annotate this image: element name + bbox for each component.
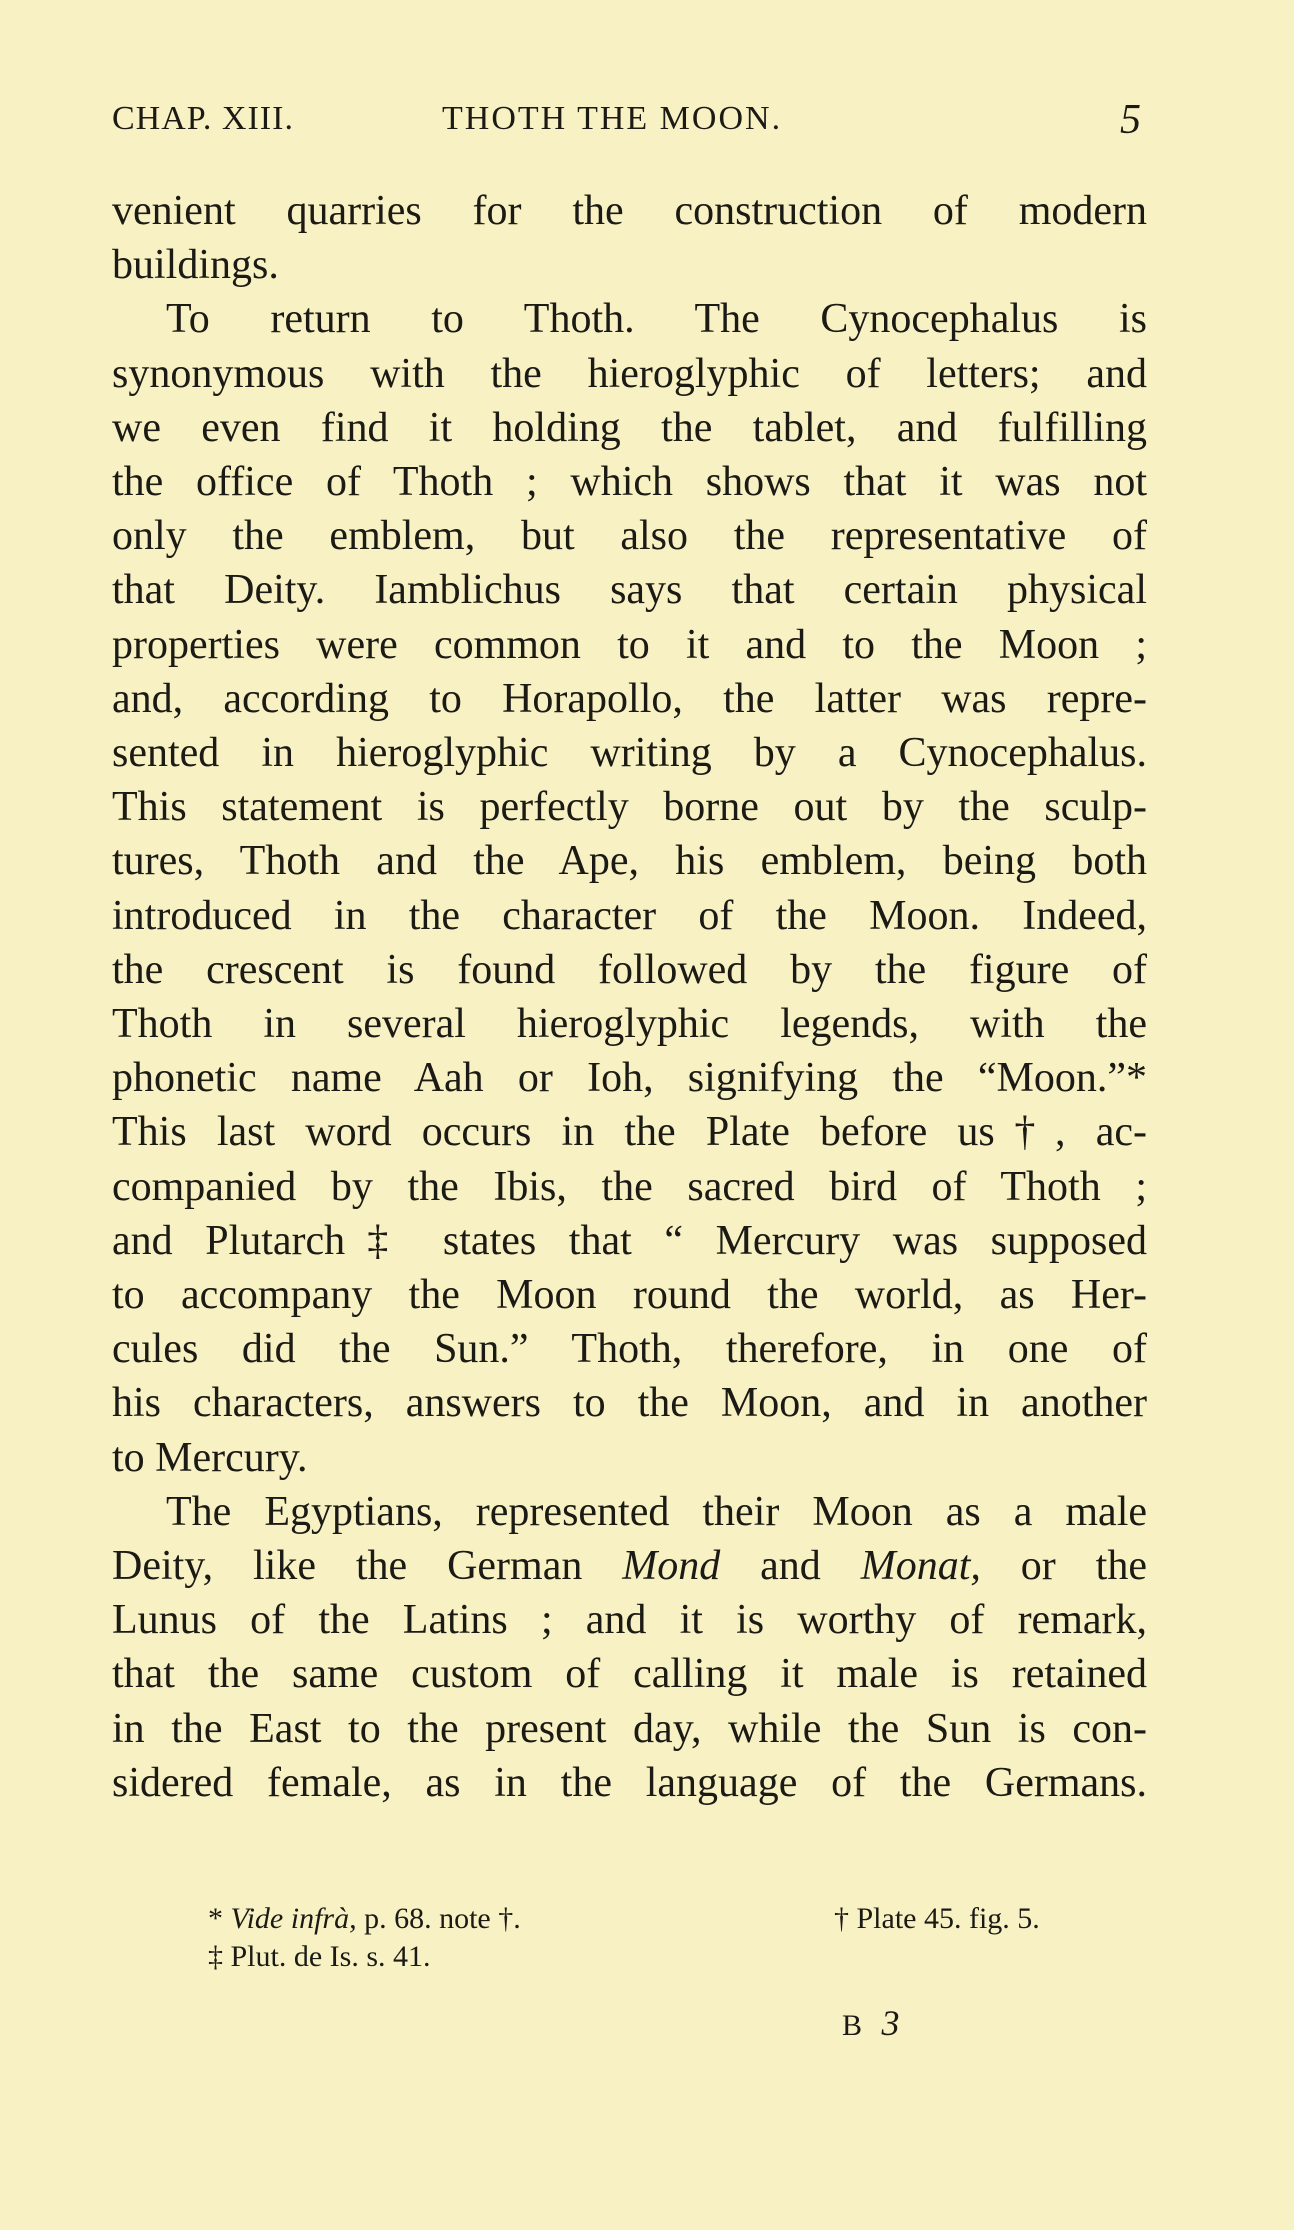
running-header	[112, 97, 1142, 150]
page-number: 5	[1120, 97, 1142, 143]
text-line: in the East to the present day, while the Sun is con-	[112, 1705, 1147, 1752]
italic-word: Monat,	[860, 1543, 981, 1590]
text-line: his characters, answers to the Moon, and in another	[112, 1380, 1147, 1427]
text-line: venient quarries for the construction of modern	[112, 188, 1147, 234]
text-line: sidered female, as in the language of the Germans.	[112, 1759, 1147, 1806]
text-line: to accompany the Moon round the world, as Her-	[112, 1272, 1147, 1319]
text-line: To return to Thoth. The Cynocephalus is	[166, 296, 1147, 343]
text-line: The Egyptians, represented their Moon as a male	[166, 1488, 1147, 1535]
text-line: that Deity. Iamblichus says that certain physical	[112, 567, 1147, 614]
text-line: cules did the Sun.” Thoth, therefore, in one of	[112, 1326, 1147, 1373]
text-line: buildings.	[112, 242, 279, 289]
body-text	[112, 184, 1147, 1810]
text-line: properties were common to it and to the Moon ;	[112, 621, 1147, 668]
text-line: only the emblem, but also the representative of	[112, 513, 1147, 560]
footnote-star-mark: *	[208, 1902, 223, 1935]
text-line: This last word occurs in the Plate before us†, ac-	[112, 1109, 1147, 1156]
text-segment: Deity, like the German	[112, 1543, 623, 1590]
text-line: we even find it holding the tablet, and fulfilling	[112, 404, 1147, 451]
text-line: and, according to Horapollo, the latter was repre-	[112, 675, 1147, 722]
text-line: synonymous with the hieroglyphic of letters; and	[112, 350, 1147, 397]
text-line: tures, Thoth and the Ape, his emblem, being both	[112, 838, 1147, 885]
text-segment: and	[720, 1543, 861, 1590]
text-line: Lunus of the Latins ; and it is worthy of remark,	[112, 1597, 1147, 1644]
footnote-dagger: † Plate 45. fig. 5.	[834, 1902, 1040, 1935]
text-line: the office of Thoth ; which shows that it was not	[112, 459, 1147, 506]
italic-word: Mond	[622, 1543, 721, 1590]
signature-number: 3	[881, 2003, 906, 2043]
text-line: that the same custom of calling it male is retained	[112, 1651, 1147, 1698]
text-line: and Plutarch‡ states that “ Mercury was supposed	[112, 1217, 1147, 1264]
chapter-label: CHAP. XIII.	[112, 100, 294, 137]
text-line: Thoth in several hieroglyphic legends, with the	[112, 1001, 1147, 1048]
text-line: This statement is perfectly borne out by the sculp-	[112, 784, 1147, 831]
text-line: phonetic name Aah or Ioh, signifying the “Moon.”*	[112, 1055, 1147, 1102]
printer-signature	[842, 2002, 906, 2044]
text-line	[112, 1539, 1147, 1593]
footnote-row-2	[112, 1938, 1147, 1976]
text-segment: or the	[980, 1543, 1147, 1590]
text-line: the crescent is found followed by the figure of	[112, 946, 1147, 993]
footnote-double-dagger: ‡ Plut. de Is. s. 41.	[208, 1940, 431, 1973]
footnote-star-rest: p. 68. note †.	[356, 1902, 521, 1935]
text-line: introduced in the character of the Moon. Indeed,	[112, 892, 1147, 939]
footnotes	[112, 1900, 1147, 1976]
footnote-star	[208, 1900, 521, 1938]
footnote-star-italic: Vide infrà,	[230, 1902, 357, 1935]
text-line: to Mercury.	[112, 1434, 308, 1481]
signature-letter: B	[842, 2009, 869, 2042]
running-title: THOTH THE MOON.	[442, 100, 783, 137]
text-line: companied by the Ibis, the sacred bird of Thoth ;	[112, 1163, 1147, 1210]
text-line: sented in hieroglyphic writing by a Cynocephalus.	[112, 730, 1147, 777]
footnote-row-1	[112, 1900, 1147, 1938]
